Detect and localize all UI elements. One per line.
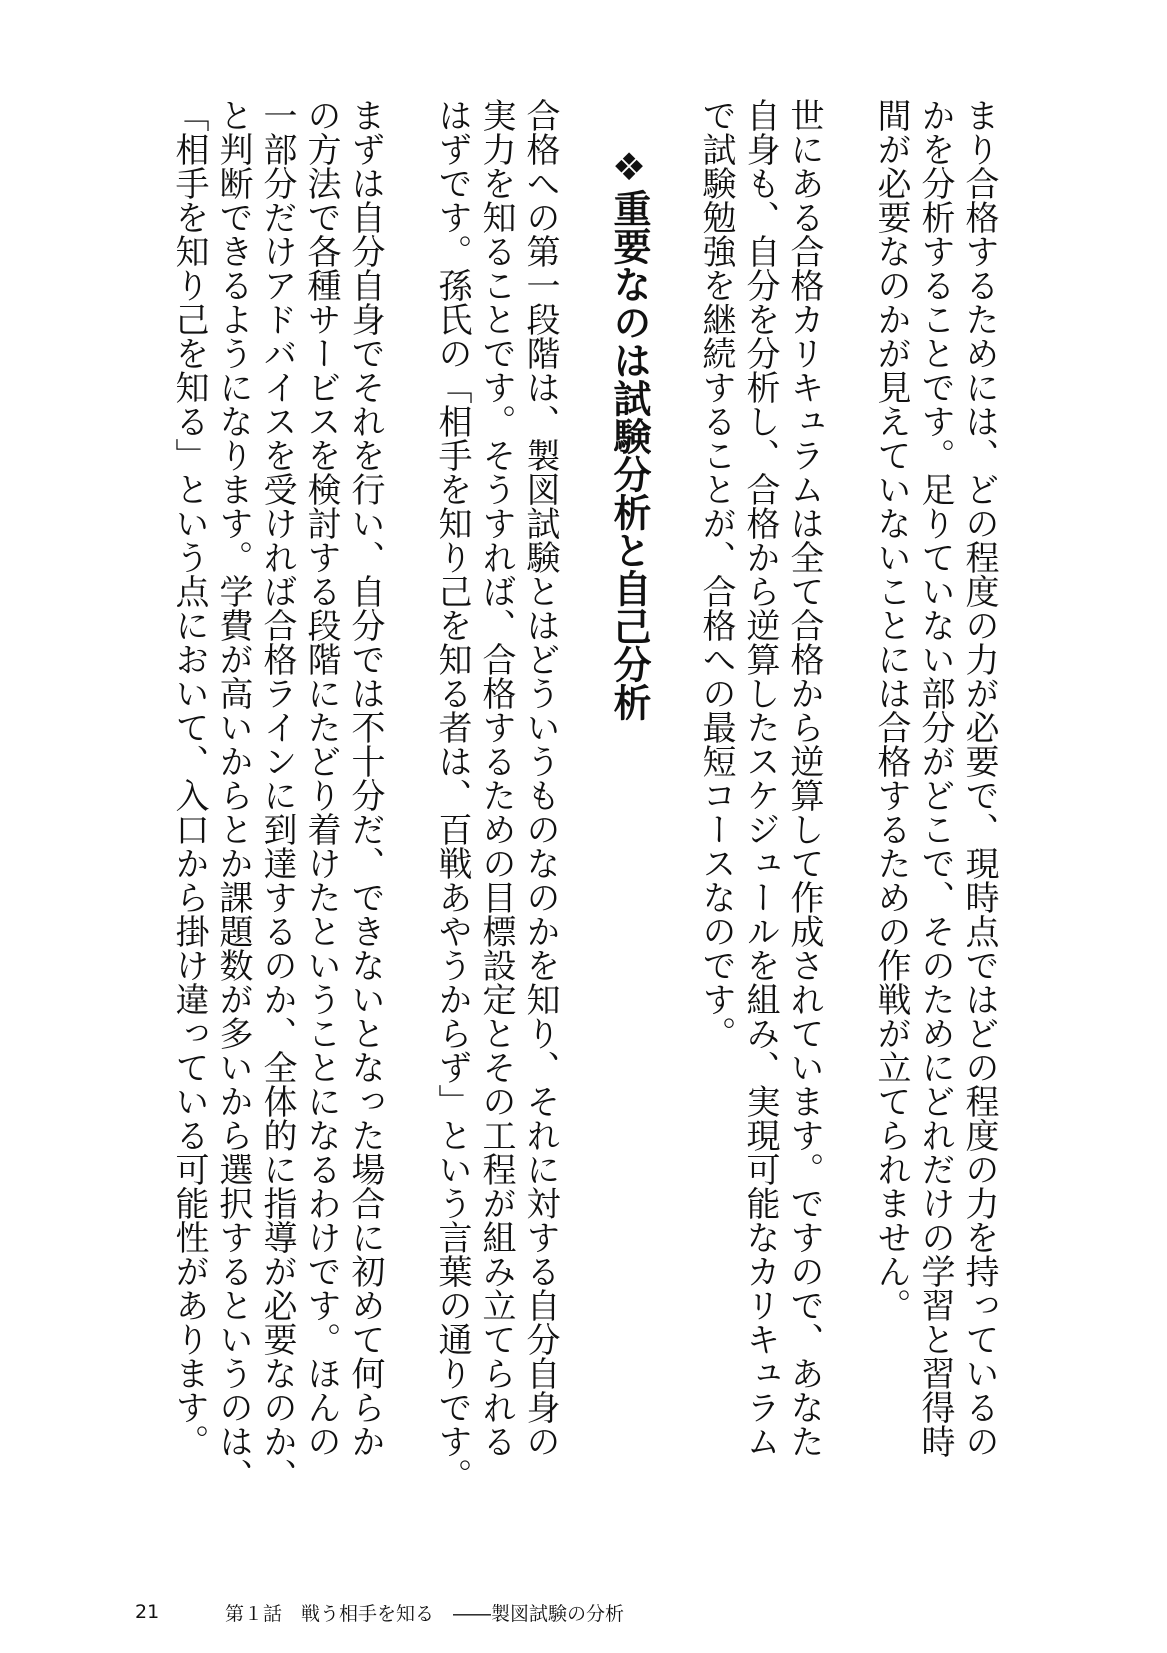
body-text-line: まり合格するためには、どの程度の力が必要で、現時点ではどの程度の力を持っているの — [959, 98, 999, 1458]
body-text-line: 自身も、自分を分析し、合格から逆算したスケジュールを組み、実現可能なカリキュラム — [740, 98, 780, 1458]
body-text-line: 世にある合格カリキュラムは全て合格から逆算して作成されています。ですので、あなた — [784, 98, 824, 1458]
body-text-line: 一部分だけアドバイスを受ければ合格ラインに到達するのか、全体的に指導が必要なのか、 — [257, 98, 297, 1492]
body-text-line: 「相手を知り己を知る」という点において、入口から掛け違っている可能性があります。 — [169, 98, 209, 1458]
body-text-line: 間が必要なのかが見えていないことには合格するための作戦が立てられません。 — [871, 98, 911, 1322]
body-text-line: はずです。孫氏の「相手を知り己を知る者は、百戦あやうからず」という言葉の通りです。 — [432, 98, 472, 1492]
body-text-line: かを分析することです。足りていない部分がどこで、そのためにどれだけの学習と習得時 — [915, 98, 955, 1458]
body-text-line: で試験勉強を継続することが、合格への最短コースなのです。 — [696, 98, 736, 1050]
body-text-line: 合格への第一段階は、製図試験とはどういうものなのかを知り、それに対する自分自身の — [520, 98, 560, 1458]
body-text-line: と判断できるようになります。学費が高いからとか課題数が多いから選択するというのは、 — [213, 98, 253, 1492]
page-footer — [135, 1597, 624, 1627]
section-heading: ❖重要なのは試験分析と自己分析 — [607, 145, 651, 721]
running-chapter-title: 第１話 戦う相手を知る ――製図試験の分析 — [225, 1602, 625, 1625]
body-text-line: まずは自分自身でそれを行い、自分では不十分だ、できないとなった場合に初めて何らか — [345, 98, 385, 1458]
body-text-line: の方法で各種サービスを検討する段階にたどり着けたということになるわけです。ほんの — [301, 98, 341, 1458]
page-number: 21 — [135, 1601, 160, 1623]
body-text-line: 実力を知ることです。そうすれば、合格するための目標設定とその工程が組み立てられる — [476, 98, 516, 1458]
